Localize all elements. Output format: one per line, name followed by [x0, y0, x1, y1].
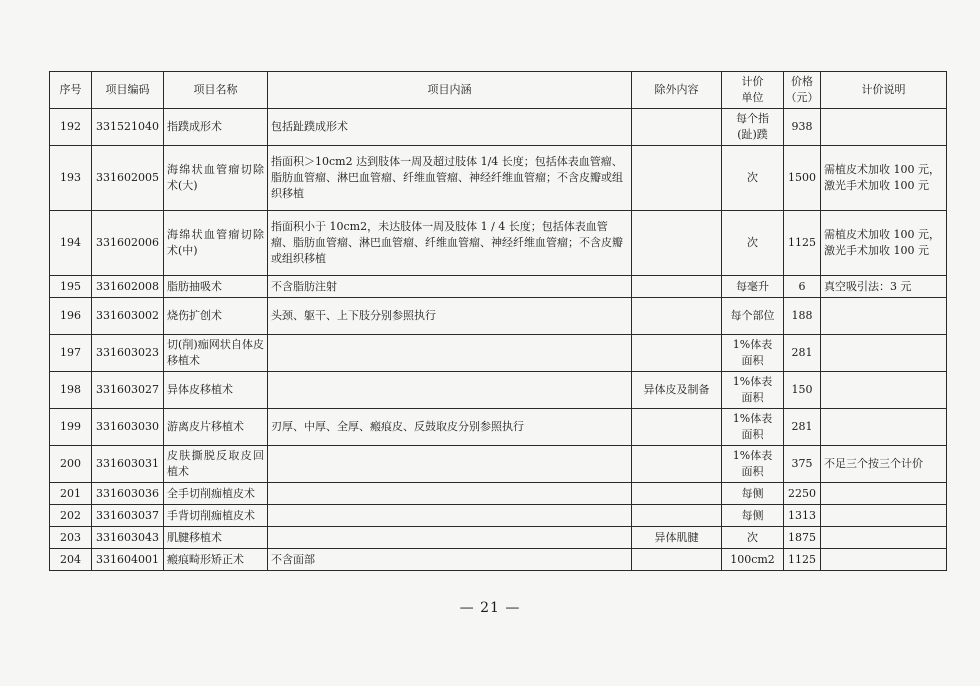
row-number: 202 [50, 505, 92, 527]
item-name: 手背切削痂植皮术 [164, 505, 268, 527]
item-price: 1125 [784, 211, 821, 276]
item-name: 切(削)痂网状自体皮移植术 [164, 335, 268, 372]
row-number: 194 [50, 211, 92, 276]
pricing-note [821, 483, 947, 505]
item-name: 海绵状血管瘤切除术(中) [164, 211, 268, 276]
header-note: 计价说明 [821, 72, 947, 109]
item-price: 150 [784, 372, 821, 409]
row-number: 196 [50, 298, 92, 335]
item-content [268, 527, 632, 549]
item-price: 375 [784, 446, 821, 483]
item-code: 331603037 [92, 505, 164, 527]
pricing-unit: 1%体表 面积 [722, 372, 784, 409]
item-name: 全手切削痂植皮术 [164, 483, 268, 505]
pricing-note: 不足三个按三个计价 [821, 446, 947, 483]
pricing-unit: 次 [722, 211, 784, 276]
item-name: 烧伤扩创术 [164, 298, 268, 335]
pricing-note [821, 109, 947, 146]
item-code: 331604001 [92, 549, 164, 571]
item-exclusion [632, 298, 722, 335]
table-row [50, 109, 947, 146]
header-exclude: 除外内容 [632, 72, 722, 109]
table-row [50, 146, 947, 211]
row-number: 195 [50, 276, 92, 298]
item-exclusion [632, 335, 722, 372]
item-exclusion: 异体皮及制备 [632, 372, 722, 409]
table-header-row [50, 72, 947, 109]
item-price: 938 [784, 109, 821, 146]
pricing-note: 真空吸引法：3 元 [821, 276, 947, 298]
item-content [268, 483, 632, 505]
item-exclusion [632, 549, 722, 571]
item-price: 1313 [784, 505, 821, 527]
item-price: 1875 [784, 527, 821, 549]
header-name: 项目名称 [164, 72, 268, 109]
pricing-note [821, 527, 947, 549]
pricing-note [821, 335, 947, 372]
item-code: 331603002 [92, 298, 164, 335]
pricing-unit: 每侧 [722, 505, 784, 527]
table-row [50, 505, 947, 527]
item-name: 游离皮片移植术 [164, 409, 268, 446]
item-name: 皮肤撕脱反取皮回植术 [164, 446, 268, 483]
item-name: 异体皮移植术 [164, 372, 268, 409]
item-code: 331603036 [92, 483, 164, 505]
table-row [50, 335, 947, 372]
item-price: 281 [784, 335, 821, 372]
item-name: 脂肪抽吸术 [164, 276, 268, 298]
item-content [268, 505, 632, 527]
item-content: 不含脂肪注射 [268, 276, 632, 298]
pricing-note: 需植皮术加收 100 元，激光手术加收 100 元 [821, 146, 947, 211]
header-unit: 计价 单位 [722, 72, 784, 109]
row-number: 203 [50, 527, 92, 549]
item-content: 头颈、躯干、上下肢分别参照执行 [268, 298, 632, 335]
item-price: 1500 [784, 146, 821, 211]
item-price: 1125 [784, 549, 821, 571]
item-price: 2250 [784, 483, 821, 505]
pricing-unit: 每个指 (趾)蹼 [722, 109, 784, 146]
pricing-unit: 次 [722, 527, 784, 549]
row-number: 200 [50, 446, 92, 483]
item-content [268, 446, 632, 483]
item-code: 331602006 [92, 211, 164, 276]
row-number: 204 [50, 549, 92, 571]
header-no: 序号 [50, 72, 92, 109]
item-exclusion [632, 409, 722, 446]
table-row [50, 276, 947, 298]
item-exclusion [632, 276, 722, 298]
item-code: 331602008 [92, 276, 164, 298]
pricing-note: 需植皮术加收 100 元，激光手术加收 100 元 [821, 211, 947, 276]
pricing-unit: 次 [722, 146, 784, 211]
item-code: 331602005 [92, 146, 164, 211]
item-content: 包括趾蹼成形术 [268, 109, 632, 146]
row-number: 192 [50, 109, 92, 146]
item-exclusion: 异体肌腱 [632, 527, 722, 549]
item-code: 331603027 [92, 372, 164, 409]
table-row [50, 527, 947, 549]
pricing-note [821, 549, 947, 571]
item-name: 海绵状血管瘤切除术(大) [164, 146, 268, 211]
item-exclusion [632, 446, 722, 483]
header-price: 价格 （元） [784, 72, 821, 109]
item-content: 不含面部 [268, 549, 632, 571]
pricing-note [821, 298, 947, 335]
pricing-note [821, 372, 947, 409]
row-number: 201 [50, 483, 92, 505]
row-number: 198 [50, 372, 92, 409]
item-name: 瘢痕畸形矫正术 [164, 549, 268, 571]
table-row [50, 549, 947, 571]
item-price: 281 [784, 409, 821, 446]
table-row [50, 211, 947, 276]
table-row [50, 483, 947, 505]
item-exclusion [632, 146, 722, 211]
pricing-unit: 每毫升 [722, 276, 784, 298]
row-number: 193 [50, 146, 92, 211]
header-code: 项目编码 [92, 72, 164, 109]
pricing-unit: 每侧 [722, 483, 784, 505]
table-row [50, 409, 947, 446]
item-content: 刃厚、中厚、全厚、瘢痕皮、反鼓取皮分别参照执行 [268, 409, 632, 446]
item-code: 331603031 [92, 446, 164, 483]
header-content: 项目内涵 [268, 72, 632, 109]
item-price: 6 [784, 276, 821, 298]
pricing-note [821, 409, 947, 446]
page-number: — 21 — [459, 600, 521, 616]
item-code: 331603023 [92, 335, 164, 372]
item-name: 指蹼成形术 [164, 109, 268, 146]
table-row [50, 446, 947, 483]
item-content [268, 335, 632, 372]
row-number: 199 [50, 409, 92, 446]
pricing-note [821, 505, 947, 527]
price-table [49, 71, 947, 571]
item-code: 331603043 [92, 527, 164, 549]
pricing-unit: 1%体表 面积 [722, 446, 784, 483]
row-number: 197 [50, 335, 92, 372]
item-exclusion [632, 505, 722, 527]
pricing-unit: 100cm2 [722, 549, 784, 571]
item-content [268, 372, 632, 409]
table-row [50, 298, 947, 335]
item-code: 331521040 [92, 109, 164, 146]
item-name: 肌腱移植术 [164, 527, 268, 549]
item-exclusion [632, 109, 722, 146]
pricing-unit: 每个部位 [722, 298, 784, 335]
pricing-unit: 1%体表 面积 [722, 335, 784, 372]
item-code: 331603030 [92, 409, 164, 446]
item-price: 188 [784, 298, 821, 335]
item-content: 指面积小于 10cm2，未达肢体一周及肢体 1 / 4 长度；包括体表血管瘤、脂肪血管瘤、淋巴血管瘤、纤维血管瘤、神经纤维血管瘤；不含皮瓣或组织移植 [268, 211, 632, 276]
table-row [50, 372, 947, 409]
item-exclusion [632, 211, 722, 276]
pricing-unit: 1%体表 面积 [722, 409, 784, 446]
item-exclusion [632, 483, 722, 505]
item-content: 指面积＞10cm2 达到肢体一周及超过肢体 1/4 长度；包括体表血管瘤、脂肪血管瘤、淋巴血管瘤、纤维血管瘤、神经纤维血管瘤；不含皮瓣或组织移植 [268, 146, 632, 211]
